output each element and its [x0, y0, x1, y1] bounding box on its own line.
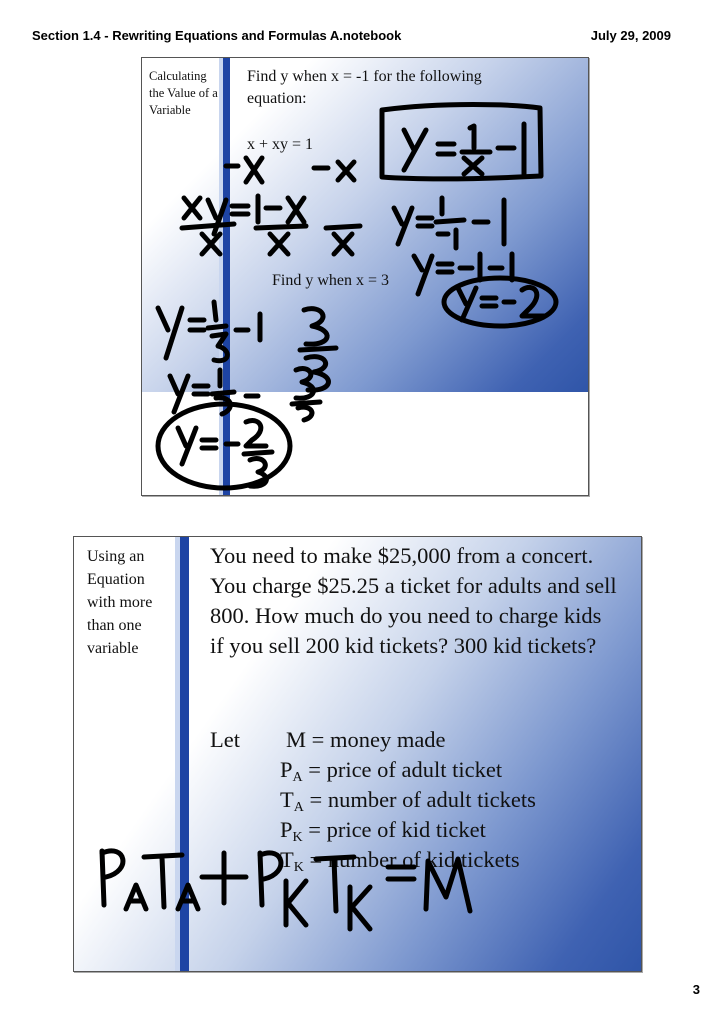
definition-subscript: K	[292, 830, 303, 845]
slide-calculating-variable	[141, 57, 589, 496]
second-problem-statement: Find y when x = 3	[272, 272, 390, 289]
given-equation: x + xy = 1	[247, 136, 314, 153]
let-word: Let	[210, 727, 240, 752]
definition-subscript: A	[292, 770, 303, 785]
definition-symbol: T	[280, 847, 294, 872]
definition-symbol: P	[280, 817, 293, 842]
problem-statement: Find y when x = -1 for the following equation:	[247, 68, 482, 107]
definition-subscript: A	[293, 800, 304, 815]
page-number: 3	[692, 982, 700, 997]
definition-symbol: P	[280, 757, 293, 782]
definition-text: = number of kid tickets	[303, 847, 520, 872]
definition-text: = money made	[306, 727, 446, 752]
definition-text: = price of kid ticket	[302, 817, 486, 842]
definition-text: = price of adult ticket	[302, 757, 503, 782]
document-date: July 29, 2009	[590, 28, 671, 43]
document-title: Section 1.4 - Rewriting Equations and Formulas A.notebook	[32, 28, 402, 43]
definition-subscript: K	[293, 860, 304, 875]
definition-symbol: T	[280, 787, 294, 812]
slide-sidebar-label: Calculating the Value of a Variable	[149, 69, 218, 117]
slide-equation-more-variables	[73, 536, 642, 972]
ink-answer-circle-2	[158, 404, 290, 488]
handwritten-work-ink	[142, 58, 588, 495]
word-problem: You need to make $25,000 from a concert. You charge $25.25 a ticket for adults and sell 800. How much do you need to charge kids if you sell 200 kid tickets? 300 kid tickets?	[210, 543, 617, 658]
definition-symbol: M	[286, 727, 307, 752]
definition-text: = number of adult tickets	[303, 787, 536, 812]
handwritten-formula-ink	[74, 537, 641, 971]
slide-sidebar-label: Using an Equation with more than one variable	[87, 548, 153, 657]
